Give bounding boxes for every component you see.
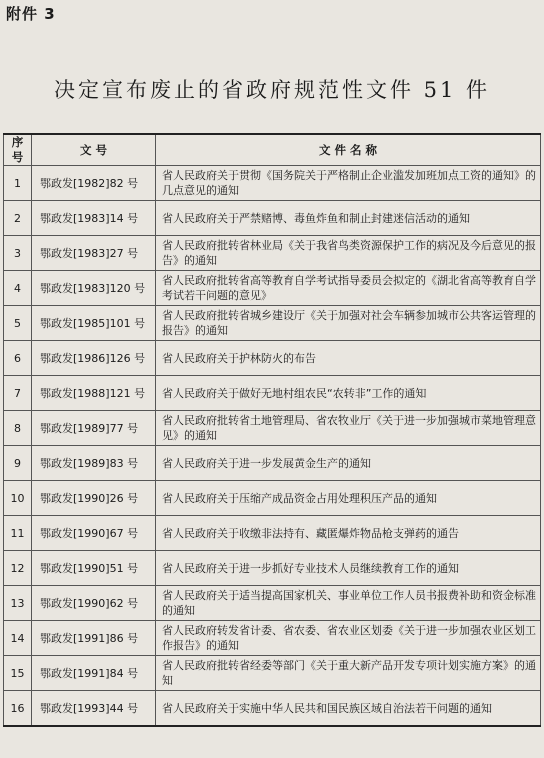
row-doc-number: 鄂政发[1990]67 号 <box>32 516 156 551</box>
row-doc-name: 省人民政府批转省土地管理局、省农牧业厅《关于进一步加强城市菜地管理意见》的通知 <box>156 411 541 446</box>
table-row <box>4 551 541 586</box>
table-row <box>4 621 541 656</box>
column-header-doc-number: 文 号 <box>32 134 156 166</box>
table-row <box>4 691 541 727</box>
row-doc-name: 省人民政府关于进一步抓好专业技术人员继续教育工作的通知 <box>156 551 541 586</box>
row-doc-name: 省人民政府关于实施中华人民共和国民族区域自治法若干问题的通知 <box>156 691 541 727</box>
document-table <box>3 133 541 727</box>
row-number: 6 <box>4 341 32 376</box>
row-doc-name: 省人民政府关于压缩产成品资金占用处理积压产品的通知 <box>156 481 541 516</box>
column-header-doc-name: 文 件 名 称 <box>156 134 541 166</box>
table-row <box>4 656 541 691</box>
row-number: 11 <box>4 516 32 551</box>
row-doc-number: 鄂政发[1983]120 号 <box>32 271 156 306</box>
row-number: 1 <box>4 166 32 201</box>
row-doc-name: 省人民政府转发省计委、省农委、省农业区划委《关于进一步加强农业区划工作报告》的通知 <box>156 621 541 656</box>
row-doc-name: 省人民政府关于严禁赌博、毒鱼炸鱼和制止封建迷信活动的通知 <box>156 201 541 236</box>
row-doc-name: 省人民政府关于适当提高国家机关、事业单位工作人员书报费补助和资金标准的通知 <box>156 586 541 621</box>
row-doc-number: 鄂政发[1988]121 号 <box>32 376 156 411</box>
table-row <box>4 271 541 306</box>
attachment-label: 附件 3 <box>6 5 56 23</box>
table-row <box>4 481 541 516</box>
row-number: 2 <box>4 201 32 236</box>
row-number: 14 <box>4 621 32 656</box>
table-row <box>4 166 541 201</box>
row-doc-name: 省人民政府批转省经委等部门《关于重大新产品开发专项计划实施方案》的通知 <box>156 656 541 691</box>
row-doc-name: 省人民政府批转省城乡建设厅《关于加强对社会车辆参加城市公共客运管理的报告》的通知 <box>156 306 541 341</box>
row-doc-number: 鄂政发[1983]14 号 <box>32 201 156 236</box>
table-row <box>4 376 541 411</box>
table-body <box>4 166 541 727</box>
table-row <box>4 586 541 621</box>
row-doc-number: 鄂政发[1983]27 号 <box>32 236 156 271</box>
table-row <box>4 446 541 481</box>
row-doc-number: 鄂政发[1989]77 号 <box>32 411 156 446</box>
row-doc-name: 省人民政府关于护林防火的布告 <box>156 341 541 376</box>
row-number: 15 <box>4 656 32 691</box>
column-header-number: 序号 <box>4 134 32 166</box>
row-doc-number: 鄂政发[1993]44 号 <box>32 691 156 727</box>
table-row <box>4 306 541 341</box>
row-number: 13 <box>4 586 32 621</box>
row-doc-name: 省人民政府批转省高等教育自学考试指导委员会拟定的《湖北省高等教育自学考试若干问题的意见》 <box>156 271 541 306</box>
row-number: 16 <box>4 691 32 727</box>
row-number: 12 <box>4 551 32 586</box>
table-header-row <box>4 134 541 166</box>
row-doc-number: 鄂政发[1986]126 号 <box>32 341 156 376</box>
table-row <box>4 411 541 446</box>
row-doc-number: 鄂政发[1990]51 号 <box>32 551 156 586</box>
row-doc-number: 鄂政发[1990]26 号 <box>32 481 156 516</box>
row-doc-name: 省人民政府关于贯彻《国务院关于严格制止企业滥发加班加点工资的通知》的几点意见的通知 <box>156 166 541 201</box>
table-row <box>4 201 541 236</box>
row-number: 5 <box>4 306 32 341</box>
row-doc-name: 省人民政府关于收缴非法持有、藏匿爆炸物品枪支弹药的通告 <box>156 516 541 551</box>
row-doc-number: 鄂政发[1989]83 号 <box>32 446 156 481</box>
row-number: 7 <box>4 376 32 411</box>
table-row <box>4 236 541 271</box>
row-number: 10 <box>4 481 32 516</box>
row-number: 3 <box>4 236 32 271</box>
row-number: 8 <box>4 411 32 446</box>
row-doc-name: 省人民政府关于进一步发展黄金生产的通知 <box>156 446 541 481</box>
table-row <box>4 341 541 376</box>
row-doc-name: 省人民政府关于做好无地村组农民“农转非”工作的通知 <box>156 376 541 411</box>
row-number: 4 <box>4 271 32 306</box>
row-number: 9 <box>4 446 32 481</box>
row-doc-number: 鄂政发[1985]101 号 <box>32 306 156 341</box>
row-doc-number: 鄂政发[1982]82 号 <box>32 166 156 201</box>
row-doc-number: 鄂政发[1990]62 号 <box>32 586 156 621</box>
page-title: 决定宣布废止的省政府规范性文件 51 件 <box>53 78 491 102</box>
row-doc-name: 省人民政府批转省林业局《关于我省鸟类资源保护工作的病况及今后意见的报告》的通知 <box>156 236 541 271</box>
row-doc-number: 鄂政发[1991]84 号 <box>32 656 156 691</box>
table-row <box>4 516 541 551</box>
row-doc-number: 鄂政发[1991]86 号 <box>32 621 156 656</box>
